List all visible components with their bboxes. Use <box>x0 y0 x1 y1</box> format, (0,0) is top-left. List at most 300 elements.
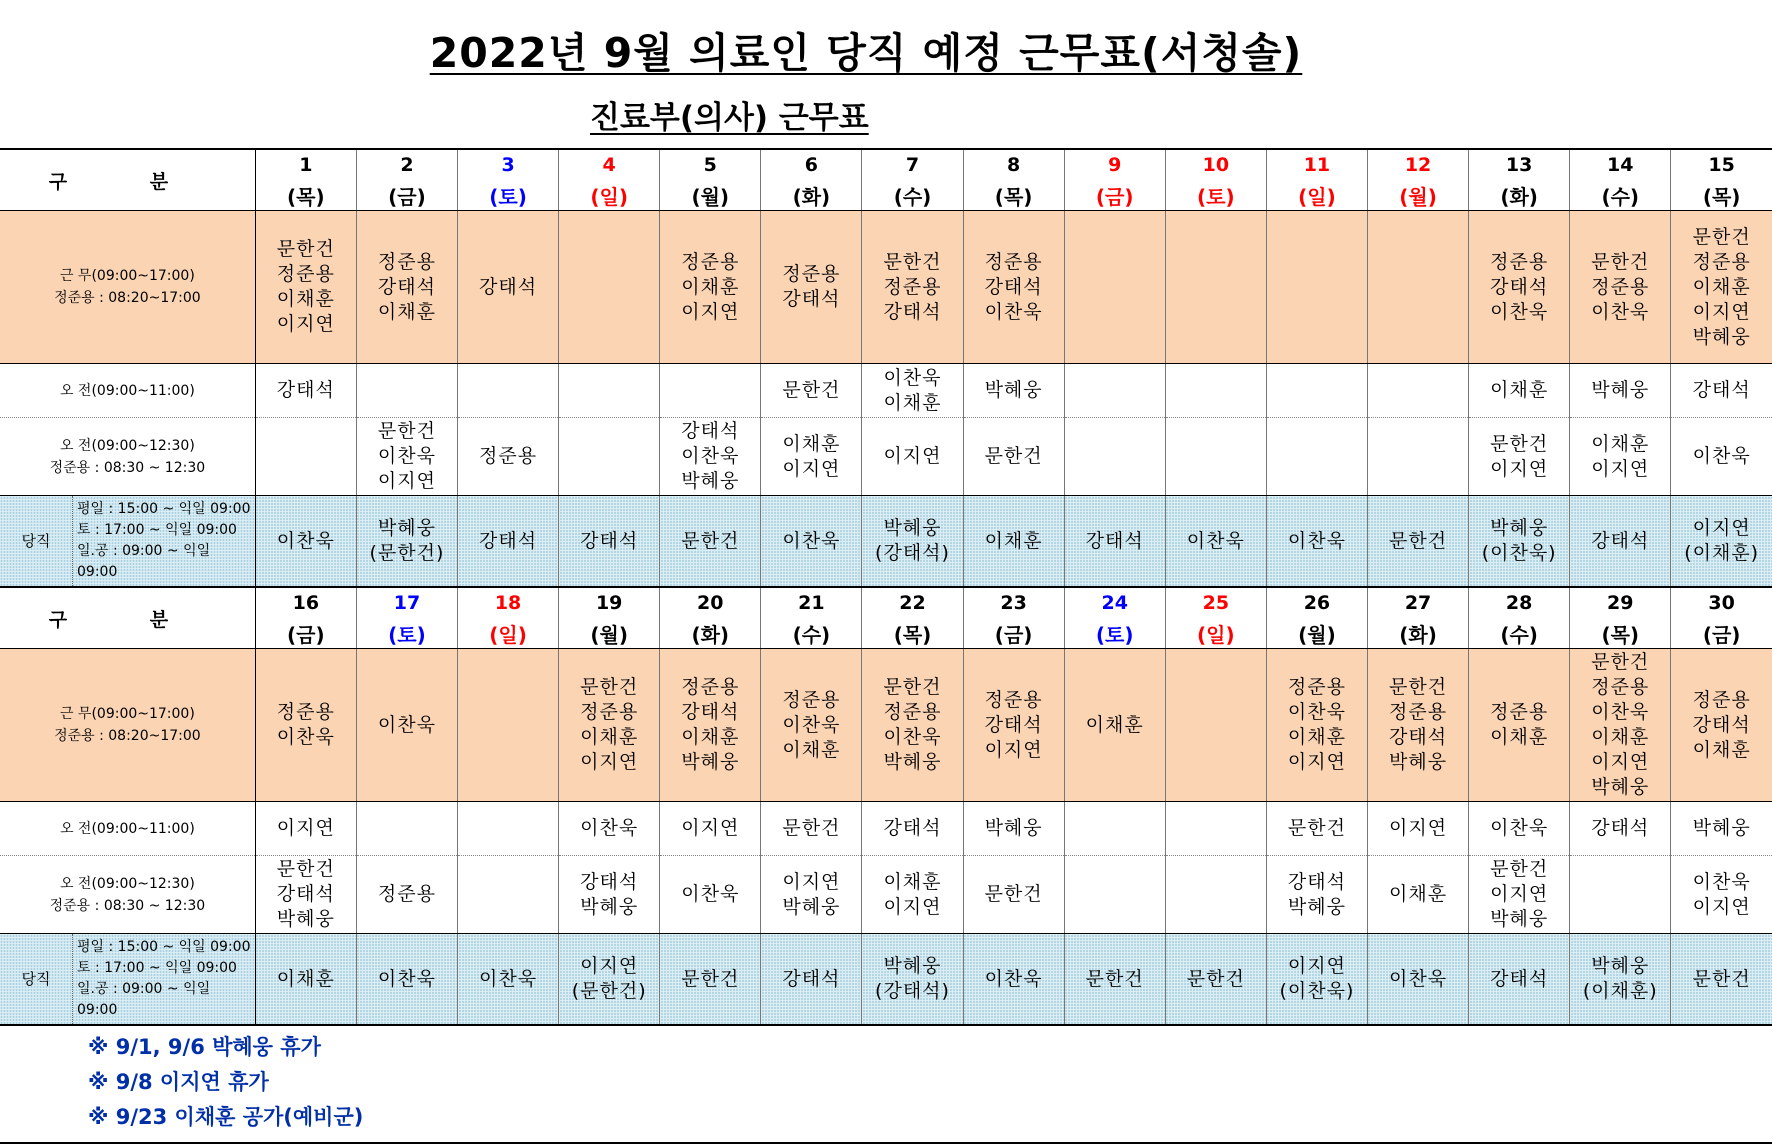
am1-cell <box>1064 802 1165 856</box>
am1-cell <box>1469 364 1570 418</box>
date-row <box>0 149 1772 180</box>
work-cell <box>1165 649 1266 802</box>
staff-name: 이찬욱 <box>276 726 335 748</box>
staff-name: 이찬욱 <box>377 445 436 467</box>
date-number: 12 <box>1367 149 1468 180</box>
note-line: ※ 9/1, 9/6 박혜웅 휴가 <box>88 1035 321 1059</box>
am2-cell <box>1671 856 1772 934</box>
staff-name: 강태석 <box>1490 275 1549 298</box>
staff-name: 이지연 <box>1287 955 1346 977</box>
duty-cell <box>559 496 660 588</box>
weekday: (화) <box>1469 180 1570 211</box>
staff-name: 박혜웅 <box>1490 517 1549 539</box>
duty-row <box>0 496 1772 588</box>
work-cell <box>660 649 761 802</box>
date-number: 10 <box>1165 149 1266 180</box>
work-cell <box>1367 649 1468 802</box>
weekday: (월) <box>1266 618 1367 649</box>
weekday: (수) <box>1570 180 1671 211</box>
weekday: (금) <box>1064 180 1165 211</box>
weekday: (일) <box>1165 618 1266 649</box>
am1-cell <box>1671 802 1772 856</box>
work-cell <box>255 649 356 802</box>
staff-name: 이지연 <box>782 870 841 893</box>
staff-name: 이찬욱 <box>883 726 942 748</box>
duty-cell <box>1671 496 1772 588</box>
duty-cell <box>255 496 356 588</box>
duty-hours-line: 일.공 : 09:00 ~ 익일 09:00 <box>77 981 211 1018</box>
staff-name: 문한건 <box>1591 250 1650 273</box>
staff-name: 박혜웅 <box>377 517 436 539</box>
weekday: (화) <box>1367 618 1468 649</box>
duty-cell <box>761 934 862 1026</box>
staff-name: 문한건 <box>1389 676 1448 698</box>
staff-name: 정준용 <box>883 275 942 298</box>
am1-cell <box>1165 364 1266 418</box>
staff-name: 정준용 <box>1591 275 1650 298</box>
staff-name: 이찬욱 <box>984 300 1043 323</box>
morning-short-row-label <box>0 802 255 856</box>
staff-name: 박혜웅 <box>984 379 1043 401</box>
am2-cell <box>660 856 761 934</box>
work-row <box>0 649 1772 802</box>
work-cell <box>458 211 559 364</box>
date-number: 14 <box>1570 149 1671 180</box>
duty-cell <box>1266 934 1367 1026</box>
staff-name: 강태석 <box>681 420 740 442</box>
am1-cell <box>660 364 761 418</box>
duty-cell <box>1570 496 1671 588</box>
am2-cell <box>458 856 559 934</box>
date-number: 8 <box>963 149 1064 180</box>
staff-name: 이찬욱 <box>1389 967 1448 990</box>
staff-name: 문한건 <box>681 967 740 990</box>
staff-name: 강태석 <box>580 870 639 893</box>
am1-cell <box>660 802 761 856</box>
duty-cell <box>1064 496 1165 588</box>
staff-name: 정준용 <box>1692 250 1751 273</box>
work-cell <box>255 211 356 364</box>
staff-name: 강태석 <box>1591 817 1650 839</box>
work-cell <box>963 211 1064 364</box>
staff-name: 이지연 <box>984 738 1043 761</box>
staff-name: 박혜웅 <box>276 908 335 930</box>
duty-hours-line: 평일 : 15:00 ~ 익일 09:00 <box>77 501 251 517</box>
staff-name: 박혜웅 <box>1490 908 1549 930</box>
staff-name: 이찬욱 <box>1692 445 1751 467</box>
row-label-main: 근 무(09:00~17:00) <box>59 268 195 284</box>
morning-short-row <box>0 364 1772 418</box>
am1-cell <box>458 364 559 418</box>
am2-cell <box>862 418 963 496</box>
am2-cell <box>1165 856 1266 934</box>
am1-cell <box>255 802 356 856</box>
am1-cell <box>1469 802 1570 856</box>
work-cell <box>761 211 862 364</box>
staff-name: 박혜웅 <box>1692 817 1751 839</box>
staff-name: 정준용 <box>377 883 436 905</box>
staff-name: 문한건 <box>782 817 841 839</box>
staff-name: 강태석 <box>1389 726 1448 748</box>
staff-name: 정준용 <box>681 250 740 273</box>
staff-name: 강태석 <box>1085 529 1144 552</box>
staff-name: 이채훈 <box>883 870 942 893</box>
work-cell <box>963 649 1064 802</box>
staff-name: 이지연 <box>580 955 639 977</box>
staff-name: 정준용 <box>580 701 639 723</box>
work-cell <box>862 211 963 364</box>
staff-name: 이채훈 <box>276 967 335 990</box>
weekday: (금) <box>1671 618 1772 649</box>
am2-cell <box>559 856 660 934</box>
staff-name: 문한건 <box>1186 967 1245 990</box>
am2-cell <box>963 418 1064 496</box>
am1-cell <box>1570 364 1671 418</box>
staff-name: 이지연 <box>580 751 639 773</box>
am1-cell <box>761 802 862 856</box>
weekday: (금) <box>255 618 356 649</box>
date-number: 13 <box>1469 149 1570 180</box>
date-number: 5 <box>660 149 761 180</box>
row-label-sub: 정준용 : 08:20~17:00 <box>54 728 201 744</box>
staff-name: 이찬욱 <box>276 529 335 552</box>
staff-name: 강태석 <box>479 529 538 552</box>
am1-cell <box>559 802 660 856</box>
staff-name: 이찬욱 <box>377 967 436 990</box>
am2-cell <box>1570 856 1671 934</box>
weekday: (수) <box>1469 618 1570 649</box>
am2-cell <box>356 418 457 496</box>
staff-name: 이찬욱 <box>479 967 538 990</box>
work-cell <box>1570 649 1671 802</box>
date-number: 21 <box>761 587 862 618</box>
morning-long-row <box>0 418 1772 496</box>
staff-name: 이지연 <box>276 817 335 839</box>
staff-name: 문한건 <box>1692 967 1751 990</box>
work-cell <box>356 211 457 364</box>
am1-cell <box>963 802 1064 856</box>
am1-cell <box>862 802 963 856</box>
staff-name: 강태석 <box>782 967 841 990</box>
am2-cell <box>660 418 761 496</box>
staff-name: 박혜웅 <box>1389 751 1448 773</box>
work-cell <box>1266 211 1367 364</box>
weekday-row <box>0 618 1772 649</box>
work-cell <box>1165 211 1266 364</box>
duty-cell <box>1367 934 1468 1026</box>
staff-name: 문한건 <box>377 420 436 442</box>
am1-cell <box>1671 364 1772 418</box>
work-cell <box>761 649 862 802</box>
staff-name: (이채훈) <box>1582 980 1658 1002</box>
am1-cell <box>1165 802 1266 856</box>
weekday: (목) <box>963 180 1064 211</box>
date-number: 7 <box>862 149 963 180</box>
staff-name: (강태석) <box>875 980 950 1002</box>
work-row-label <box>0 649 255 802</box>
weekday: (금) <box>963 618 1064 649</box>
work-cell <box>356 649 457 802</box>
staff-name: 박혜웅 <box>883 751 942 773</box>
duty-cell <box>559 934 660 1026</box>
staff-name: 이채훈 <box>1692 275 1751 298</box>
staff-name: 강태석 <box>276 379 335 401</box>
duty-hours-line: 토 : 17:00 ~ 익일 09:00 <box>77 960 237 976</box>
date-number: 29 <box>1570 587 1671 618</box>
note-line: ※ 9/8 이지연 휴가 <box>88 1070 269 1094</box>
am2-cell <box>1064 856 1165 934</box>
staff-name: 이찬욱 <box>1692 870 1751 893</box>
am2-cell <box>761 418 862 496</box>
work-cell <box>458 649 559 802</box>
weekday: (목) <box>862 618 963 649</box>
row-label-sub: 정준용 : 08:30 ~ 12:30 <box>49 897 206 914</box>
staff-name: 정준용 <box>1591 676 1650 698</box>
staff-name: 문한건 <box>580 676 639 698</box>
staff-name: 정준용 <box>1490 701 1549 723</box>
staff-name: 박혜웅 <box>1591 379 1650 401</box>
weekday: (일) <box>1266 180 1367 211</box>
staff-name: 박혜웅 <box>580 895 639 918</box>
staff-name: 문한건 <box>1085 967 1144 990</box>
staff-name: 이찬욱 <box>1490 300 1549 323</box>
duty-cell <box>1367 496 1468 588</box>
staff-name: 강태석 <box>580 529 639 552</box>
duty-hours-line: 일.공 : 09:00 ~ 익일 09:00 <box>77 543 211 580</box>
date-number: 9 <box>1064 149 1165 180</box>
date-number: 2 <box>356 149 457 180</box>
date-number: 28 <box>1469 587 1570 618</box>
date-row <box>0 587 1772 618</box>
am1-cell <box>1367 364 1468 418</box>
date-number: 25 <box>1165 587 1266 618</box>
row-label-main: 오 전(09:00~11:00) <box>59 382 195 399</box>
am1-cell <box>356 802 457 856</box>
staff-name: 정준용 <box>984 688 1043 711</box>
duty-row <box>0 934 1772 1026</box>
am1-cell <box>1266 364 1367 418</box>
duty-cell <box>660 934 761 1026</box>
am1-cell <box>1367 802 1468 856</box>
date-number: 15 <box>1671 149 1772 180</box>
duty-cell <box>458 934 559 1026</box>
staff-name: 이채훈 <box>1692 738 1751 761</box>
am2-cell <box>1266 856 1367 934</box>
staff-name: 이지연 <box>377 470 436 492</box>
staff-name: 정준용 <box>883 701 942 723</box>
weekday: (일) <box>458 618 559 649</box>
staff-name: 강태석 <box>377 275 436 298</box>
staff-name: 이채훈 <box>1389 883 1448 905</box>
morning-short-row <box>0 802 1772 856</box>
date-number: 4 <box>559 149 660 180</box>
staff-name: 이지연 <box>1287 751 1346 773</box>
staff-name: (강태석) <box>875 542 950 564</box>
duty-hours <box>73 496 255 586</box>
date-number: 19 <box>559 587 660 618</box>
staff-name: 강태석 <box>479 275 538 298</box>
staff-name: 이지연 <box>1389 817 1448 839</box>
staff-name: 박혜웅 <box>883 517 942 539</box>
duty-cell <box>356 496 457 588</box>
am1-cell <box>1064 364 1165 418</box>
staff-name: 이채훈 <box>984 529 1043 552</box>
staff-name: 정준용 <box>276 263 335 285</box>
staff-name: 이채훈 <box>1287 726 1346 748</box>
duty-cell <box>1469 496 1570 588</box>
staff-name: 강태석 <box>1591 529 1650 552</box>
staff-name: 문한건 <box>984 883 1043 905</box>
staff-name: (문한건) <box>369 542 445 564</box>
staff-name: 박혜웅 <box>681 470 740 492</box>
staff-name: 이찬욱 <box>1287 529 1346 552</box>
weekday: (수) <box>862 180 963 211</box>
staff-name: 강태석 <box>984 275 1043 298</box>
duty-label: 당직 <box>0 496 73 586</box>
work-cell <box>1671 649 1772 802</box>
duty-cell <box>862 496 963 588</box>
staff-name: 이지연 <box>1591 457 1650 480</box>
date-number: 1 <box>255 149 356 180</box>
staff-name: 문한건 <box>1287 817 1346 839</box>
staff-name: 이찬욱 <box>782 529 841 552</box>
am2-cell <box>1570 418 1671 496</box>
am1-cell <box>458 802 559 856</box>
date-number: 23 <box>963 587 1064 618</box>
row-label-main: 오 전(09:00~12:30) <box>59 875 195 892</box>
morning-long-row <box>0 856 1772 934</box>
work-cell <box>862 649 963 802</box>
staff-name: 이채훈 <box>1591 432 1650 455</box>
staff-name: 이채훈 <box>1490 726 1549 748</box>
staff-name: 이찬욱 <box>681 883 740 905</box>
staff-name: 이찬욱 <box>1287 701 1346 723</box>
duty-row-label <box>0 934 255 1026</box>
staff-name: 강태석 <box>883 817 942 839</box>
staff-name: 이채훈 <box>883 391 942 414</box>
am2-cell <box>255 856 356 934</box>
am1-cell <box>963 364 1064 418</box>
staff-name: 이지연 <box>1490 883 1549 905</box>
work-cell <box>1064 211 1165 364</box>
staff-name: 문한건 <box>1490 432 1549 455</box>
staff-name: 이찬욱 <box>580 817 639 839</box>
staff-name: 문한건 <box>1692 225 1751 248</box>
am1-cell <box>761 364 862 418</box>
date-number: 20 <box>660 587 761 618</box>
date-number: 6 <box>761 149 862 180</box>
note-line: ※ 9/23 이채훈 공가(예비군) <box>88 1105 364 1129</box>
staff-name: (문한건) <box>571 980 647 1002</box>
duty-cell <box>862 934 963 1026</box>
work-cell <box>1469 649 1570 802</box>
duty-cell <box>1469 934 1570 1026</box>
staff-name: 이찬욱 <box>1591 300 1650 323</box>
duty-cell <box>1165 934 1266 1026</box>
staff-name: 이지연 <box>276 313 335 335</box>
weekday: (월) <box>660 180 761 211</box>
staff-name: (이찬욱) <box>1279 980 1355 1002</box>
staff-name: (이찬욱) <box>1481 542 1557 564</box>
page-title: 2022년 9월 의료인 당직 예정 근무표(서청솔) <box>429 29 1303 77</box>
staff-name: 정준용 <box>479 445 538 467</box>
staff-name: 박혜웅 <box>782 895 841 918</box>
staff-name: 박혜웅 <box>883 955 942 977</box>
am2-cell <box>255 418 356 496</box>
section-subtitle: 진료부(의사) 근무표 <box>590 100 869 136</box>
staff-name: 문한건 <box>883 676 942 698</box>
staff-name: 이찬욱 <box>377 713 436 736</box>
weekday: (수) <box>761 618 862 649</box>
weekday: (월) <box>1367 180 1468 211</box>
duty-cell <box>1165 496 1266 588</box>
staff-name: (이채훈) <box>1684 542 1760 564</box>
work-cell <box>1266 649 1367 802</box>
duty-cell <box>761 496 862 588</box>
am2-cell <box>1266 418 1367 496</box>
staff-name: 문한건 <box>782 379 841 401</box>
date-number: 27 <box>1367 587 1468 618</box>
work-cell <box>559 649 660 802</box>
weekday-row <box>0 180 1772 211</box>
staff-name: 이채훈 <box>276 288 335 310</box>
schedule-table <box>0 148 1772 1026</box>
morning-short-row-label <box>0 364 255 418</box>
am1-cell <box>356 364 457 418</box>
work-cell <box>660 211 761 364</box>
staff-name: 이채훈 <box>1490 379 1549 401</box>
notes <box>88 1030 363 1135</box>
row-label-sub: 정준용 : 08:30 ~ 12:30 <box>49 459 206 476</box>
staff-name: 강태석 <box>883 300 942 323</box>
weekday: (화) <box>761 180 862 211</box>
duty-cell <box>660 496 761 588</box>
staff-name: 문한건 <box>1389 529 1448 552</box>
staff-name: 이채훈 <box>681 275 740 298</box>
bottom-border <box>0 1142 1772 1144</box>
date-number: 26 <box>1266 587 1367 618</box>
duty-cell <box>1266 496 1367 588</box>
staff-name: 이찬욱 <box>984 967 1043 990</box>
am2-cell <box>1671 418 1772 496</box>
staff-name: 이채훈 <box>681 726 740 748</box>
staff-name: 이지연 <box>1591 751 1650 773</box>
date-number: 30 <box>1671 587 1772 618</box>
staff-name: 문한건 <box>1591 651 1650 673</box>
am2-cell <box>1165 418 1266 496</box>
am1-cell <box>1570 802 1671 856</box>
weekday: (월) <box>559 618 660 649</box>
staff-name: 강태석 <box>1692 379 1751 401</box>
staff-name: 강태석 <box>1287 870 1346 893</box>
am2-cell <box>963 856 1064 934</box>
staff-name: 이채훈 <box>782 432 841 455</box>
duty-cell <box>963 934 1064 1026</box>
duty-cell <box>1570 934 1671 1026</box>
work-cell <box>559 211 660 364</box>
staff-name: 이채훈 <box>377 300 436 323</box>
staff-name: 이채훈 <box>1085 713 1144 736</box>
staff-name: 박혜웅 <box>1591 955 1650 977</box>
duty-hours-line: 평일 : 15:00 ~ 익일 09:00 <box>77 939 251 955</box>
staff-name: 이채훈 <box>580 726 639 748</box>
staff-name: 강태석 <box>681 701 740 723</box>
work-cell <box>1367 211 1468 364</box>
duty-cell <box>255 934 356 1026</box>
weekday: (토) <box>458 180 559 211</box>
staff-name: 강태석 <box>1490 967 1549 990</box>
duty-row-label <box>0 496 255 588</box>
